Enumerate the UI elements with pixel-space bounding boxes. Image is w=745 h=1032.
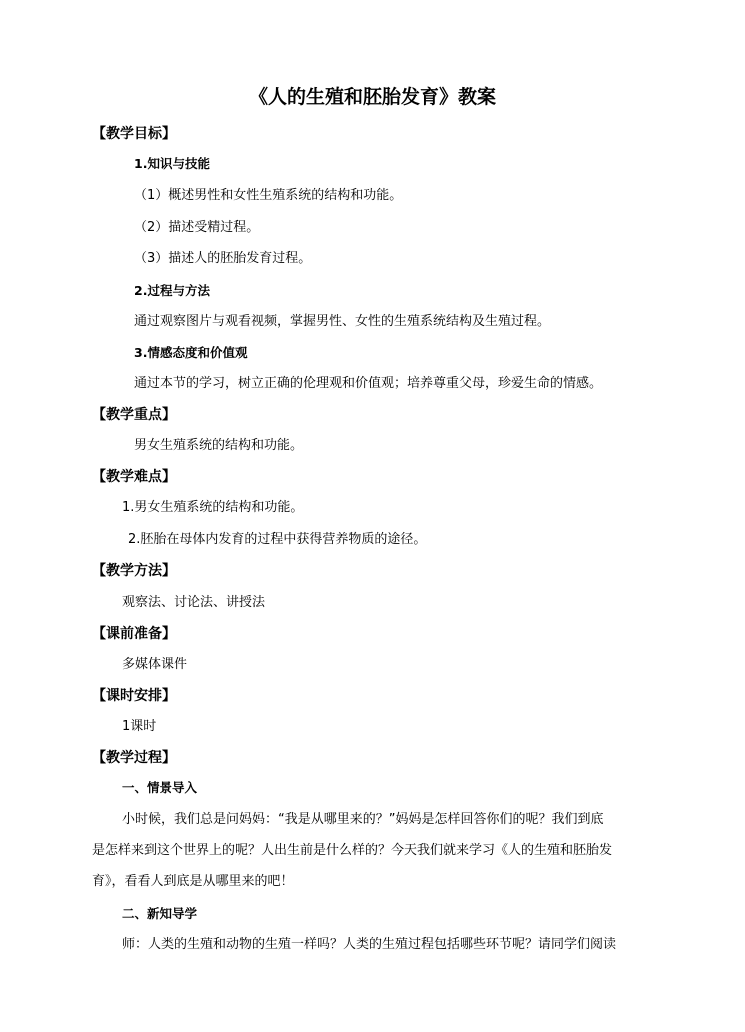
section-heading-method: 【教学方法】 [92, 563, 176, 579]
section-heading-key: 【教学重点】 [92, 407, 176, 423]
section-heading-prep: 【课前准备】 [92, 626, 176, 642]
section-heading-goals: 【教学目标】 [92, 126, 176, 142]
process-part1-label: 一、情景导入 [122, 780, 198, 795]
difficulty-item: 2.胚胎在母体内发育的过程中获得营养物质的途径。 [128, 532, 427, 547]
goal-process-label: 2.过程与方法 [134, 283, 210, 298]
document-title: 《人的生殖和胚胎发育》教案 [248, 86, 496, 108]
goal-knowledge-item: （3）描述人的胚胎发育过程。 [134, 251, 312, 266]
difficulty-item: 1.男女生殖系统的结构和功能。 [122, 500, 304, 515]
schedule-text: 1课时 [122, 719, 157, 734]
section-heading-schedule: 【课时安排】 [92, 688, 176, 704]
section-heading-difficulty: 【教学难点】 [92, 469, 176, 485]
method-text: 观察法、讨论法、讲授法 [122, 595, 266, 610]
goal-attitude-text: 通过本节的学习，树立正确的伦理观和价值观；培养尊重父母，珍爱生命的情感。 [134, 376, 603, 391]
goal-knowledge-item: （2）描述受精过程。 [134, 220, 260, 235]
goal-process-text: 通过观察图片与观看视频，掌握男性、女性的生殖系统结构及生殖过程。 [134, 314, 551, 329]
goal-knowledge-item: （1）概述男性和女性生殖系统的结构和功能。 [134, 188, 403, 203]
goal-attitude-label: 3.情感态度和价值观 [134, 345, 248, 360]
process-part1-line: 是怎样来到这个世界上的呢？人出生前是什么样的？今天我们就来学习《人的生殖和胚胎发 [92, 843, 613, 858]
process-part1-line: 育》，看看人到底是从哪里来的吧！ [92, 874, 294, 889]
section-heading-process: 【教学过程】 [92, 750, 176, 766]
process-part2-line: 师：人类的生殖和动物的生殖一样吗？人类的生殖过程包括哪些环节呢？请同学们阅读 [122, 937, 617, 952]
process-part2-label: 二、新知导学 [122, 906, 198, 921]
key-text: 男女生殖系统的结构和功能。 [134, 438, 304, 453]
goal-knowledge-label: 1.知识与技能 [134, 156, 210, 171]
prep-text: 多媒体课件 [122, 657, 188, 672]
process-part1-line: 小时候，我们总是问妈妈：“我是从哪里来的？”妈妈是怎样回答你们的呢？我们到底 [122, 812, 604, 827]
